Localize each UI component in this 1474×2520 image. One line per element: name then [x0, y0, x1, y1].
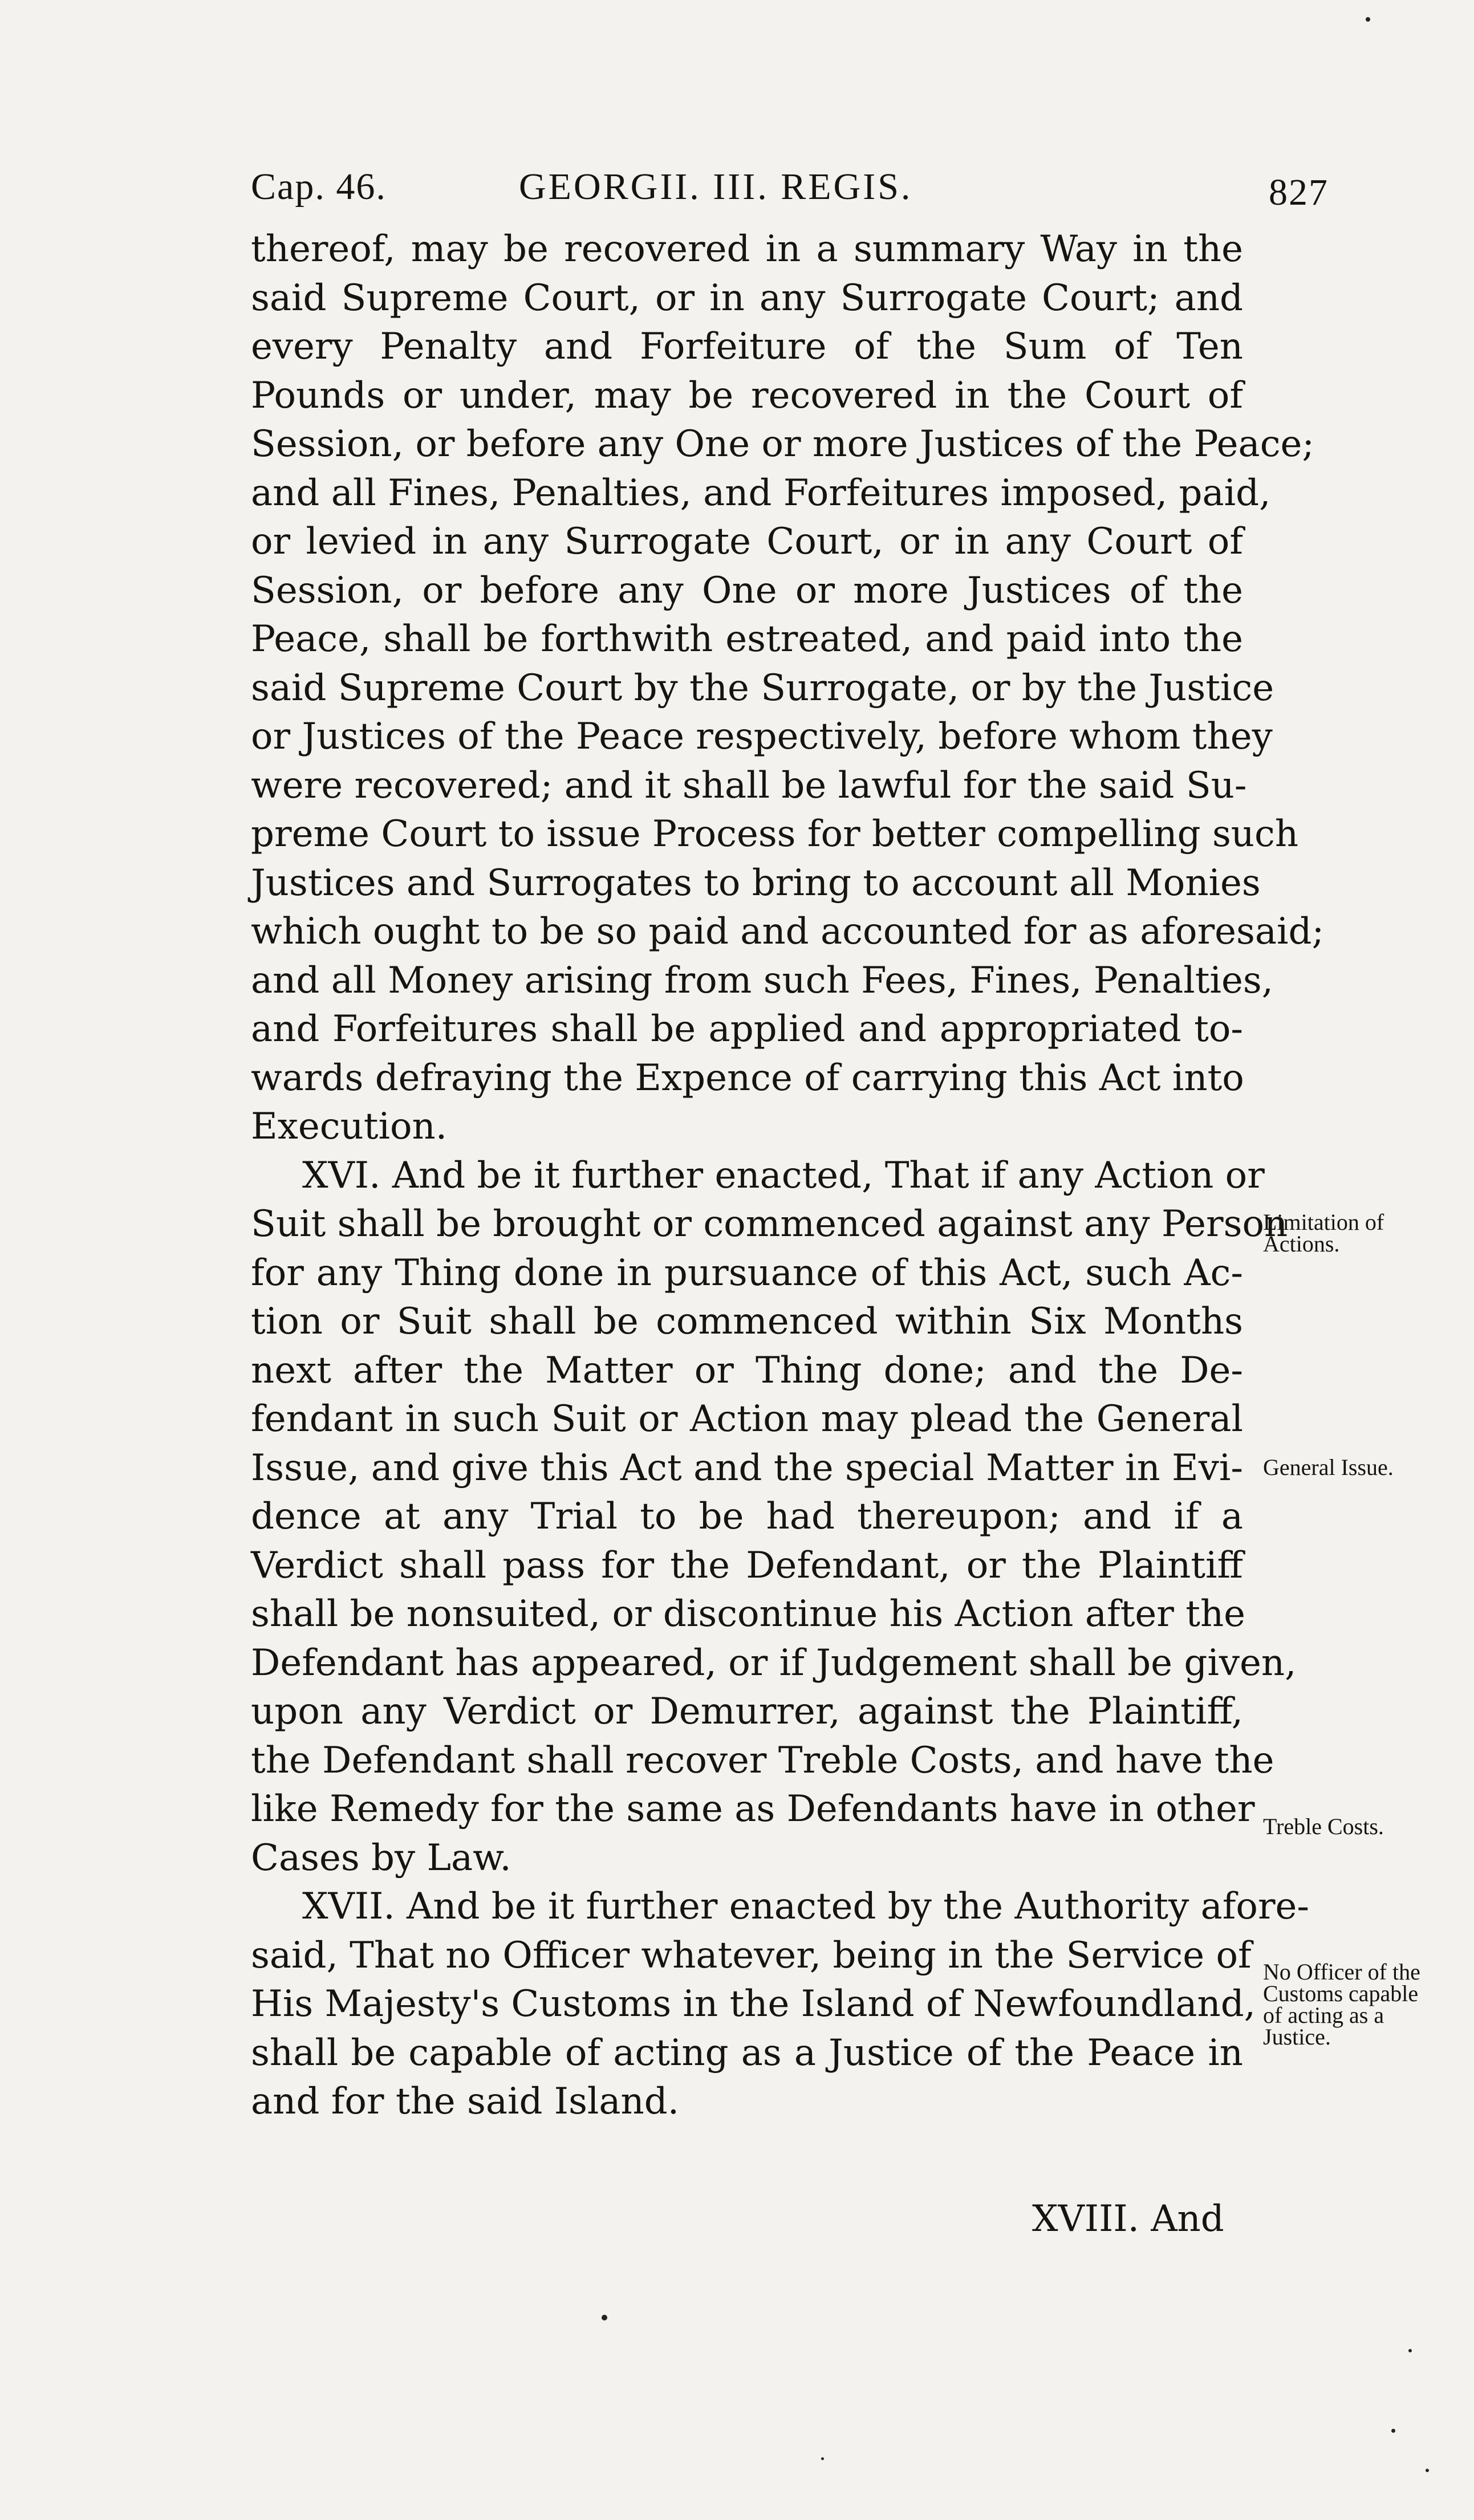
text-line: and for the said Island.	[251, 2080, 680, 2123]
text-line: for any Thing done in pursuance of this Act, such Ac-	[251, 1251, 1243, 1294]
margin-note-general-issue: General Issue.	[1263, 1454, 1394, 1480]
text-line: upon any Verdict or Demurrer, against the Plaintiff,	[251, 1690, 1243, 1733]
text-line: or Justices of the Peace respectively, before whom they	[251, 716, 1273, 758]
text-line: Suit shall be brought or commenced against any Person	[251, 1203, 1288, 1245]
text-line: or levied in any Surrogate Court, or in any Court of	[251, 521, 1243, 563]
text-line: shall be nonsuited, or discontinue his Action after the	[251, 1593, 1246, 1635]
text-line: Justices and Surrogates to bring to account all Monies	[251, 861, 1261, 904]
text-line: and Forfeitures shall be applied and appropriated to-	[251, 1008, 1243, 1050]
text-line: preme Court to issue Process for better compelling such	[251, 813, 1299, 855]
text-line: Session, or before any One or more Justices of the Peace;	[251, 423, 1314, 465]
text-line: Session, or before any One or more Justices of the	[251, 569, 1243, 612]
text-line: like Remedy for the same as Defendants have in other	[251, 1788, 1255, 1830]
text-line: Verdict shall pass for the Defendant, or the Plaintiff	[251, 1544, 1243, 1587]
scan-speck	[1408, 2349, 1412, 2352]
running-header	[251, 165, 1329, 222]
page-number: 827	[1269, 172, 1329, 213]
text-line: tion or Suit shall be commenced within Six Months	[251, 1300, 1243, 1343]
text-line: and all Money arising from such Fees, Fines, Penalties,	[251, 959, 1273, 1002]
text-line: the Defendant shall recover Treble Costs, and have the	[251, 1739, 1274, 1782]
margin-note-limitation: Limitation of Actions.	[1263, 1209, 1384, 1257]
scan-speck	[1426, 2469, 1429, 2472]
scan-speck	[821, 2457, 824, 2460]
text-line: which ought to be so paid and accounted for as aforesaid;	[251, 911, 1325, 953]
text-line: shall be capable of acting as a Justice of the Peace in	[251, 2031, 1243, 2074]
text-line: Defendant has appeared, or if Judgement shall be given,	[251, 1641, 1297, 1684]
text-line: Cases by Law.	[251, 1836, 511, 1879]
margin-note-treble-costs: Treble Costs.	[1263, 1814, 1384, 1839]
text-line: said Supreme Court, or in any Surrogate Court; and	[251, 277, 1243, 319]
margin-note-no-officer: No Officer of the Customs capable of acting as a Justice.	[1263, 1959, 1420, 2050]
text-line: next after the Matter or Thing done; and the De-	[251, 1349, 1243, 1392]
section-xvi-start: XVI. And be it further enacted, That if any Action or	[302, 1154, 1265, 1197]
scan-speck	[602, 2315, 607, 2320]
text-line: and all Fines, Penalties, and Forfeitures imposed, paid,	[251, 472, 1271, 514]
text-line: said, That no Officer whatever, being in the Service of	[251, 1934, 1252, 1977]
text-line: thereof, may be recovered in a summary Way in the	[251, 228, 1243, 270]
text-line: dence at any Trial to be had thereupon; and if a	[251, 1495, 1243, 1538]
section-xvii-start: XVII. And be it further enacted by the Authority afore-	[302, 1885, 1310, 1928]
text-line: Pounds or under, may be recovered in the Court of	[251, 374, 1243, 417]
scan-speck	[1366, 17, 1370, 22]
reign-title: GEORGII. III. REGIS.	[519, 166, 913, 208]
text-line: His Majesty's Customs in the Island of Newfoundland,	[251, 1983, 1256, 2025]
text-line: wards defraying the Expence of carrying this Act into	[251, 1056, 1244, 1099]
catchword: XVIII. And	[1032, 2198, 1224, 2240]
text-line: Execution.	[251, 1105, 448, 1148]
chapter-label: Cap. 46.	[251, 166, 387, 208]
text-line: Peace, shall be forthwith estreated, and paid into the	[251, 618, 1243, 660]
text-line: every Penalty and Forfeiture of the Sum of Ten	[251, 326, 1243, 368]
text-line: were recovered; and it shall be lawful for the said Su-	[251, 764, 1247, 807]
text-line: said Supreme Court by the Surrogate, or by the Justice	[251, 666, 1274, 709]
text-line: Issue, and give this Act and the special Matter in Evi-	[251, 1446, 1243, 1489]
scan-speck	[1391, 2429, 1395, 2433]
text-line: fendant in such Suit or Action may plead the General	[251, 1398, 1243, 1440]
